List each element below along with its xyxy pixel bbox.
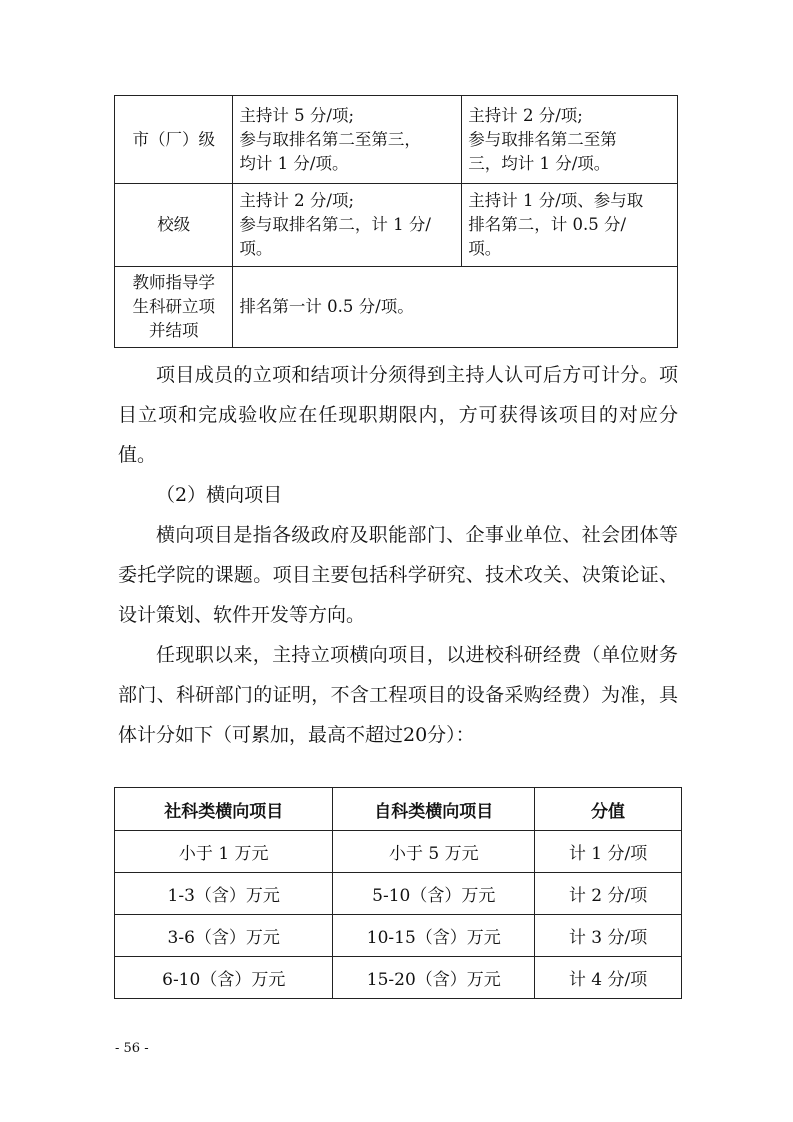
table-cell: 1-3（含）万元: [115, 873, 333, 915]
table-row: [115, 915, 682, 957]
table-cell: 10-15（含）万元: [333, 915, 535, 957]
vertical-project-score-table: [114, 95, 678, 348]
cell-line: 三，均计 1 分/项。: [468, 153, 611, 173]
table-cell: 5-10（含）万元: [333, 873, 535, 915]
score-cell: [233, 96, 462, 184]
table-cell: 6-10（含）万元: [115, 957, 333, 999]
table-row: [115, 267, 678, 348]
column-header: 分值: [535, 788, 682, 831]
cell-line: 主持计 5 分/项;: [239, 105, 355, 125]
cell-line: 并结项: [148, 321, 199, 340]
score-cell: [462, 184, 678, 267]
table-cell: 小于 1 万元: [115, 831, 333, 873]
cell-line: 均计 1 分/项。: [239, 153, 349, 173]
column-header: 自科类横向项目: [333, 788, 535, 831]
cell-line: 参与取排名第二，计 1 分/: [239, 215, 431, 234]
paragraph-scoring-note: 项目成员的立项和结项计分须得到主持人认可后方可计分。项目立项和完成验收应在任现职期限内，方可获得该项目的对应分值。: [118, 364, 678, 466]
cell-line: 主持计 2 分/项;: [468, 105, 583, 125]
page-number: - 56 -: [115, 1041, 149, 1056]
paragraph-horizontal-definition: 横向项目是指各级政府及职能部门、企事业单位、社会团体等委托学院的课题。项目主要包括科学研究、技术攻关、决策论证、设计策划、软件开发等方向。: [118, 524, 678, 626]
level-cell: [115, 267, 233, 348]
table-cell: 计 1 分/项: [535, 831, 682, 873]
column-header: 社科类横向项目: [115, 788, 333, 831]
table-header-row: [115, 788, 682, 831]
paragraph-horizontal-scoring: 任现职以来，主持立项横向项目，以进校科研经费（单位财务部门、科研部门的证明，不含工程项目的设备采购经费）为准，具体计分如下（可累加，最高不超过20分）：: [118, 644, 678, 746]
score-cell: [462, 96, 678, 184]
table-cell: 计 2 分/项: [535, 873, 682, 915]
cell-line: 项。: [468, 239, 502, 258]
horizontal-project-score-table: [114, 787, 682, 999]
cell-line: 参与取排名第二至第三，: [239, 129, 421, 149]
table-row: [115, 873, 682, 915]
cell-line: 生科研立项: [132, 297, 215, 316]
cell-line: 教师指导学: [132, 273, 215, 292]
cell-line: 主持计 2 分/项;: [239, 191, 355, 210]
score-cell: [233, 184, 462, 267]
table-cell: 小于 5 万元: [333, 831, 535, 873]
table-row: [115, 957, 682, 999]
score-cell-merged: 排名第一计 0.5 分/项。: [233, 267, 678, 348]
table-row: [115, 831, 682, 873]
cell-line: 排名第二，计 0.5 分/: [468, 215, 627, 234]
table-row: [115, 184, 678, 267]
cell-line: 主持计 1 分/项、参与取: [468, 191, 644, 210]
table-cell: 3-6（含）万元: [115, 915, 333, 957]
section-heading: （2）横向项目: [156, 484, 283, 506]
cell-line: 参与取排名第二至第: [468, 129, 617, 149]
table-cell: 15-20（含）万元: [333, 957, 535, 999]
table-cell: 计 4 分/项: [535, 957, 682, 999]
cell-line: 项。: [239, 239, 273, 258]
table-row: [115, 96, 678, 184]
table-cell: 计 3 分/项: [535, 915, 682, 957]
level-cell: 校级: [115, 184, 233, 267]
level-cell: 市（厂）级: [115, 96, 233, 184]
